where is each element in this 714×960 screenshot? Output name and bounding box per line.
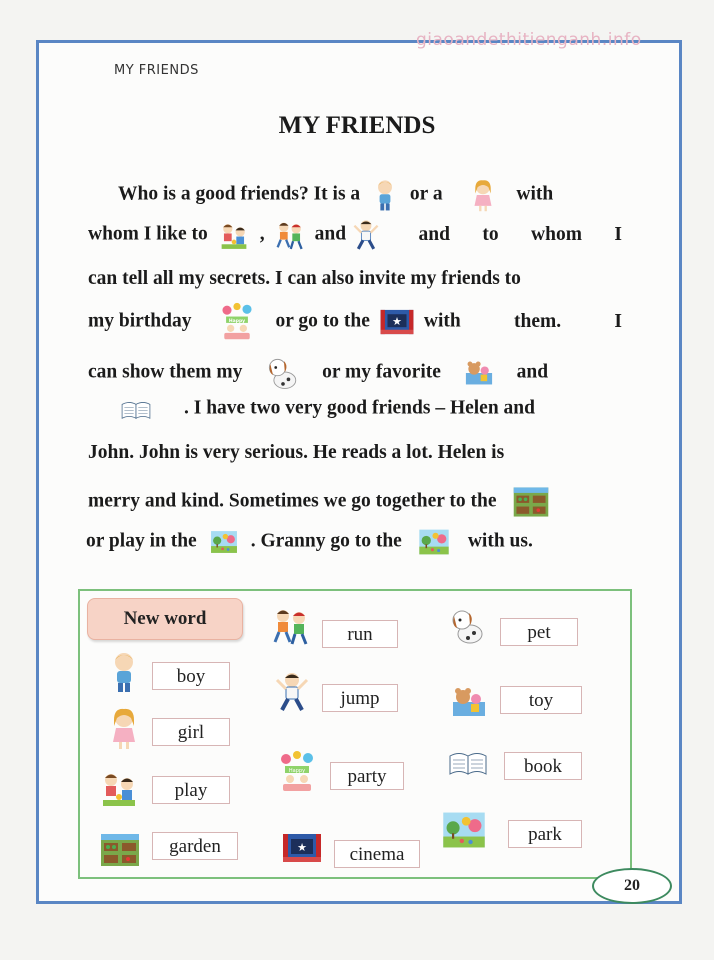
story-fragment: can show them my (88, 361, 243, 383)
story-fragment: whom I like to (88, 223, 208, 245)
story-fragment: with us. (467, 530, 533, 552)
story-line (88, 222, 622, 248)
cinema-icon (276, 826, 328, 870)
story-fragment: . Granny go to the (250, 530, 402, 552)
play-icon (212, 218, 256, 252)
word-jump: jump (322, 684, 398, 712)
story-line (88, 309, 622, 335)
watermark: giaoandethitienganh.info (416, 30, 642, 50)
word-pet: pet (500, 618, 578, 646)
story-line (86, 525, 533, 551)
jump-icon (272, 670, 312, 714)
story-fragment: and (516, 361, 549, 383)
running-header: MY FRIENDS (114, 63, 199, 78)
story-fragment: . I have two very good friends – Helen and (184, 397, 535, 419)
story-fragment: merry and kind. Sometimes we go together to the (88, 490, 497, 512)
story-fragment: can tell all my secrets. I can also invite my friends to (88, 268, 521, 289)
story-line (88, 266, 622, 292)
story-line (88, 440, 622, 466)
story-text (88, 174, 622, 554)
book-icon (442, 740, 494, 784)
story-fragment: to (482, 224, 499, 245)
story-line (88, 396, 622, 422)
play-icon (96, 766, 142, 810)
park-icon (432, 806, 496, 854)
story-fragment: with (516, 183, 554, 205)
toy-icon (458, 355, 500, 391)
story-fragment: them. (514, 311, 562, 332)
word-party: party (330, 762, 404, 790)
park-icon (199, 527, 249, 557)
story-fragment: or my favorite (322, 361, 441, 383)
run-icon (266, 604, 316, 648)
word-run: run (322, 620, 398, 648)
pet-icon (263, 353, 303, 393)
garden-icon (94, 828, 146, 872)
girl-icon (104, 706, 144, 750)
girl-icon (467, 178, 499, 212)
word-toy: toy (500, 686, 582, 714)
story-line (88, 482, 557, 512)
story-fragment: Who is a good friends? It is a (118, 183, 361, 205)
story-fragment: , (259, 223, 265, 245)
boy-icon (369, 178, 401, 212)
new-word-badge: New word (87, 598, 243, 640)
word-book: book (504, 752, 582, 780)
word-garden: garden (152, 832, 238, 860)
word-girl: girl (152, 718, 230, 746)
pet-icon (446, 604, 490, 648)
story-fragment: with (423, 310, 461, 332)
story-fragment: John. John is very serious. He reads a lot. Helen is (88, 442, 505, 463)
run-icon (269, 218, 311, 252)
party-icon (272, 750, 322, 794)
word-play: play (152, 776, 230, 804)
story-fragment: and (418, 224, 450, 245)
book-icon (110, 392, 162, 426)
word-boy: boy (152, 662, 230, 690)
story-fragment: whom (531, 224, 582, 245)
cinema-icon (372, 303, 422, 341)
jump-icon (350, 218, 382, 252)
story-fragment: and (314, 223, 347, 245)
story-fragment: or play in the (86, 530, 197, 552)
toy-icon (446, 680, 492, 724)
park-icon (404, 525, 464, 559)
story-fragment: or go to the (275, 310, 370, 332)
story-fragment: I (614, 224, 622, 245)
boy-icon (104, 650, 144, 694)
page-title: MY FRIENDS (278, 112, 436, 139)
party-icon (213, 302, 261, 342)
garden-icon (505, 482, 557, 522)
story-line (118, 178, 553, 204)
story-fragment: my birthday (88, 310, 192, 332)
word-cinema: cinema (334, 840, 420, 868)
word-park: park (508, 820, 582, 848)
story-fragment: I (614, 311, 622, 332)
story-line (88, 353, 549, 383)
page-number: 20 (592, 868, 672, 904)
story-fragment: or a (409, 183, 443, 205)
